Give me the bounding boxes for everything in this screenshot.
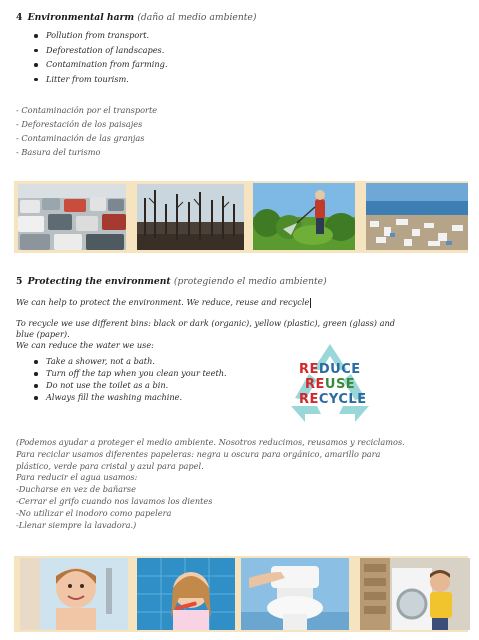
intro-text: We can help to protect the environment. We reduce, reuse and recycle (16, 297, 310, 307)
spanish-line: Para reducir el agua usamos: (16, 472, 138, 483)
reduce-reuse-recycle-logo (285, 340, 375, 426)
section-4-heading (16, 12, 256, 23)
list-item: Contamination from farming. (32, 59, 167, 70)
logo-recycle: RECYCLE (299, 392, 367, 407)
boy-washing-machine-photo (360, 558, 470, 630)
harm-list (32, 30, 167, 85)
section-number: 5 (16, 276, 23, 287)
section-subtitle: (daño al medio ambiente) (137, 12, 257, 23)
burnt-forest-photo (137, 184, 244, 250)
bins-line: blue (paper). (16, 329, 70, 339)
harm-spanish (16, 103, 157, 159)
logo-reuse: REUSE (305, 377, 356, 392)
water-list (32, 356, 227, 403)
list-item: Turn off the tap when you clean your teeth. (32, 368, 227, 379)
list-item: Pollution from transport. (32, 30, 167, 41)
traffic-jam-photo (18, 184, 126, 250)
section-title: Protecting the environment (27, 276, 171, 287)
section-subtitle: (protegiendo el medio ambiente) (173, 276, 327, 287)
section-title: Environmental harm (27, 12, 135, 23)
section-number: 4 (16, 12, 23, 23)
girl-brushing-teeth-photo (137, 558, 235, 630)
list-item: Always fill the washing machine. (32, 392, 227, 403)
crop-spraying-photo (253, 183, 355, 250)
littered-beach-photo (366, 183, 468, 250)
list-item: Do not use the toilet as a bin. (32, 380, 227, 391)
spanish-line: -Cerrar el grifo cuando nos lavamos los dientes (16, 495, 213, 506)
spanish-line: (Podemos ayudar a proteger el medio ambiente. Nosotros reducimos, reusamos y reciclamos. (16, 437, 405, 447)
spanish-line: -Ducharse en vez de bañarse (16, 484, 136, 495)
protect-intro (16, 297, 311, 308)
spanish-line: Para reciclar usamos diferentes papeleras: negra u oscura para orgánico, amarillo para (16, 448, 381, 459)
toilet-flush-photo (241, 558, 349, 630)
spanish-line: - Contaminación de las granjas (16, 133, 145, 143)
spanish-line: -Llenar siempre la lavadora.) (16, 519, 137, 530)
bins-line: To recycle we use different bins: black or dark (organic), yellow (plastic), green (glass) and (16, 318, 395, 328)
section-5-heading (16, 276, 327, 287)
spanish-line: - Contaminación por el transporte (16, 105, 158, 115)
spanish-line: plástico, verde para cristal y azul para papel. (16, 460, 204, 471)
list-item: Litter from tourism. (32, 74, 167, 85)
spanish-line: - Basura del turismo (16, 147, 101, 157)
water-intro: We can reduce the water we use: (16, 340, 154, 350)
text-cursor (310, 298, 311, 308)
girl-shower-photo (20, 558, 128, 630)
list-item: Take a shower, not a bath. (32, 356, 227, 367)
logo-reduce: REDUCE (299, 362, 361, 377)
spanish-line: -No utilizar el inodoro como papelera (16, 507, 172, 518)
spanish-line: - Deforestación de los paisajes (16, 119, 143, 129)
protect-spanish (16, 437, 405, 531)
list-item: Deforestation of landscapes. (32, 45, 167, 56)
